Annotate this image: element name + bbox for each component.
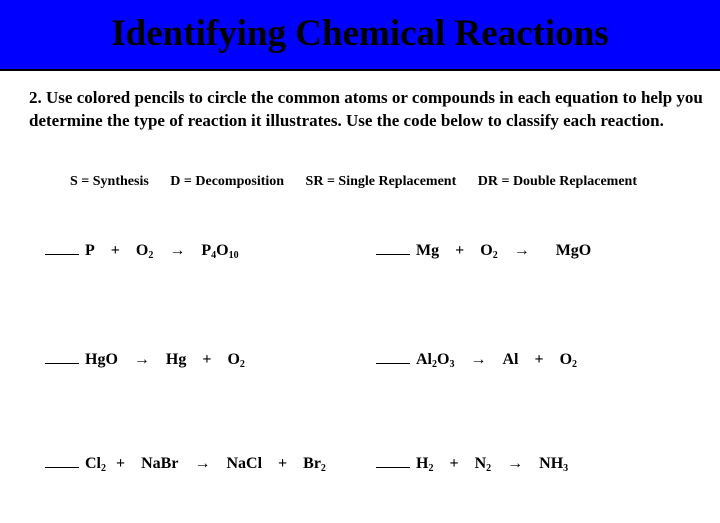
- plus-sign: +: [202, 351, 212, 368]
- equation-1: [45, 242, 239, 260]
- eq4-reactant-part-2: O: [437, 351, 450, 368]
- code-decomposition: D = Decomposition: [170, 174, 285, 189]
- answer-blank-5[interactable]: [45, 455, 79, 468]
- eq4-reactant-subscript-1: 2: [432, 359, 437, 370]
- equation-3: [45, 351, 245, 369]
- answer-blank-1[interactable]: [45, 242, 79, 255]
- eq1-product-subscript-2: 10: [228, 250, 239, 261]
- eq4-reactant-subscript-2: 3: [449, 359, 455, 370]
- arrow-icon: →: [470, 351, 487, 368]
- eq1-reactant-1: P: [85, 242, 95, 259]
- code-synthesis: S = Synthesis: [70, 174, 149, 189]
- answer-blank-3[interactable]: [45, 351, 79, 364]
- title-bar: [0, 0, 720, 71]
- eq6-product-subscript: 3: [563, 463, 569, 474]
- eq5-reactant-1: Cl: [85, 455, 101, 472]
- arrow-icon: →: [169, 242, 186, 259]
- plus-sign: +: [534, 351, 544, 368]
- eq2-reactant-2: O: [480, 242, 493, 259]
- eq3-product-2-subscript: 2: [239, 359, 245, 370]
- eq5-reactant-1-subscript: 2: [101, 463, 106, 474]
- eq3-reactant: HgO: [85, 351, 118, 368]
- eq6-reactant-2-subscript: 2: [486, 463, 492, 474]
- eq5-reactant-2: NaBr: [141, 455, 179, 472]
- arrow-icon: →: [507, 455, 524, 472]
- equation-6: [376, 455, 568, 473]
- instructions-text: 2. Use colored pencils to circle the common atoms or compounds in each equation to help you determine the type of reaction it illustrates. Use the code below to classify each reaction.: [29, 88, 703, 130]
- eq4-reactant: Al: [416, 351, 432, 368]
- plus-sign: +: [278, 455, 288, 472]
- eq2-reactant-2-subscript: 2: [492, 250, 498, 261]
- eq4-product-2: O: [559, 351, 573, 368]
- plus-sign: +: [455, 242, 465, 259]
- eq1-reactant-2-subscript: 2: [148, 250, 154, 261]
- code-single-replacement: SR = Single Replacement: [305, 174, 457, 189]
- eq1-reactant-2: O: [135, 242, 149, 259]
- classification-codes: [70, 174, 655, 190]
- eq6-reactant-1: H: [416, 455, 429, 472]
- code-double-replacement: DR = Double Replacement: [477, 174, 637, 189]
- equation-2: [376, 242, 591, 260]
- eq5-product-2: Br: [303, 455, 321, 472]
- plus-sign: +: [116, 455, 126, 472]
- eq3-product-1: Hg: [165, 351, 187, 368]
- eq5-product-2-subscript: 2: [320, 463, 326, 474]
- eq6-reactant-2: N: [474, 455, 487, 472]
- eq1-product: P: [201, 242, 212, 259]
- eq5-product-1: NaCl: [226, 455, 263, 472]
- eq3-product-2: O: [227, 351, 240, 368]
- plus-sign: +: [449, 455, 459, 472]
- eq1-product-subscript-1: 4: [211, 250, 217, 261]
- eq6-product: NH: [539, 455, 564, 472]
- eq4-product-1: Al: [502, 351, 519, 368]
- answer-blank-4[interactable]: [376, 351, 410, 364]
- answer-blank-6[interactable]: [376, 455, 410, 468]
- equation-4: [376, 351, 577, 369]
- page-title: Identifying Chemical Reactions: [111, 13, 609, 54]
- plus-sign: +: [110, 242, 120, 259]
- eq2-product: MgO: [555, 242, 592, 259]
- eq6-reactant-1-subscript: 2: [428, 463, 434, 474]
- eq4-product-2-subscript: 2: [572, 359, 578, 370]
- arrow-icon: →: [133, 351, 150, 368]
- equation-5: [45, 455, 326, 473]
- answer-blank-2[interactable]: [376, 242, 410, 255]
- arrow-icon: →: [513, 242, 530, 259]
- eq2-reactant-1: Mg: [416, 242, 440, 259]
- arrow-icon: →: [194, 455, 211, 472]
- eq1-product-part-2: O: [216, 242, 229, 259]
